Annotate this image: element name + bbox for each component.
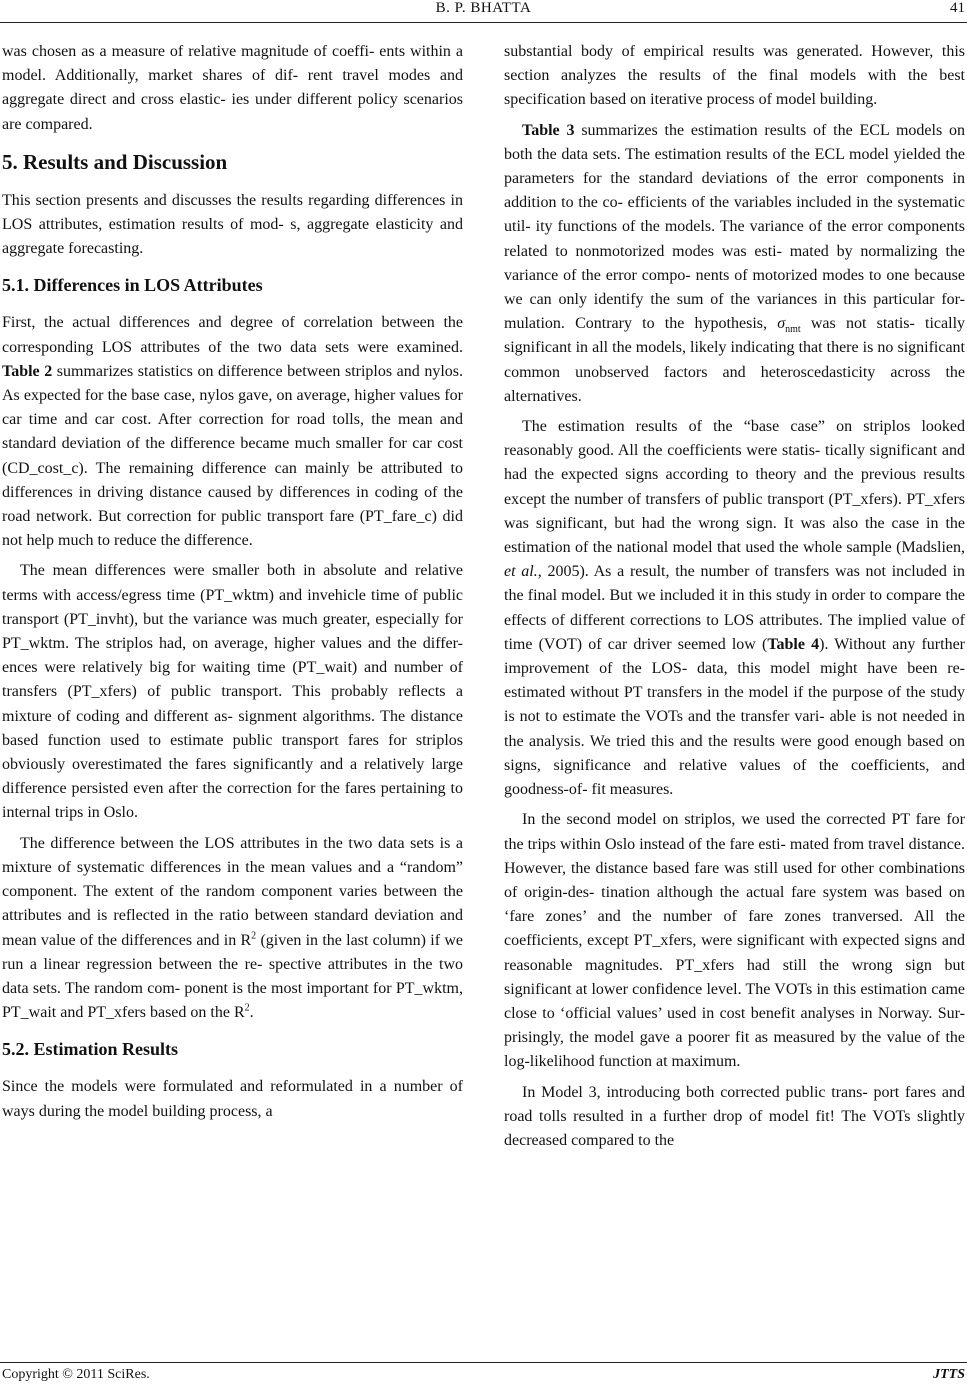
text-span: (given in the last column) if we run a linear regression between the re- spective attributes in the two data sets. The random com- ponent is the most important for PT_wktm, PT_wait and PT_xfers based on the R xyxy=(2,931,463,1022)
header-rule xyxy=(0,22,967,23)
table-2-reference: Table 2 xyxy=(2,362,53,380)
copyright-notice: Copyright © 2011 SciRes. xyxy=(2,1367,150,1382)
right-paragraph-5: In Model 3, introducing both corrected public trans- port fares and road tolls resulted in a further drop of model fit! The VOTs slightly decreased compared to the xyxy=(504,1083,965,1149)
et-al: et al. xyxy=(504,563,538,581)
section-heading-results: 5. Results and Discussion xyxy=(2,149,228,174)
text-span: was not statis- tically significant in all the models, likely indicating that there is no significant common unobserved factors and heteroscedasticity across the alternatives. xyxy=(504,315,966,405)
table-4-reference: Table 4 xyxy=(767,635,820,653)
right-column xyxy=(504,40,965,1159)
estimation-paragraph: Since the models were formulated and reformulated in a number of ways during the model building process, a xyxy=(2,1078,463,1120)
table-3-reference: Table 3 xyxy=(522,121,575,139)
sigma-symbol: σ xyxy=(777,315,786,333)
los-paragraph-3 xyxy=(2,832,463,1026)
text-span: summarizes the estimation results of the ECL models on both the data sets. The estimation results of the ECL model yielded the parameters for the standard deviations of the error components in addition to the co- efficients of the variables included in the systematic util- ity functions of the models. The variance of the error components related to nonmotorized modes was esti- mated by normalizing the variance of the error compo- nents of motorized modes to one because we can only identify the sum of the variances in this particular for- mulation. Contrary to the hypothesis, xyxy=(504,121,966,333)
running-head-author: B. P. BHATTA xyxy=(435,0,532,16)
superscript: 2 xyxy=(251,930,257,942)
results-paragraph: This section presents and discusses the results regarding differences in LOS attributes, estimation results of mod- s, aggregate elasticity and aggregate forecasting. xyxy=(2,191,463,258)
text-span: The difference between the LOS attributes in the two data sets is a mixture of systematic differences in the mean values and a “random” component. The extent of the random component varies between the attributes and is reflected in the ratio between standard deviation and mean value of the differences and in R xyxy=(2,834,463,949)
text-span: . xyxy=(249,1004,254,1022)
subsection-heading-estimation: 5.2. Estimation Results xyxy=(2,1039,179,1060)
los-paragraph-2: The mean differences were smaller both in absolute and relative terms with access/egress time (PT_wktm) and invehicle time of public transport (PT_invht), but the variance was much greater, especially for PT_wktm. The striplos had, on average, higher values and the differ- ences were relatively big for waiting time (PT_wait) and number of transfers (PT_xfers) of public transport. This probably reflects a mixture of coding and different as- signment algorithms. The distance based function used to estimate public transport fares for striplos obviously overestimated the fares significantly and a relatively large difference persisted even after the correction for the fares pertaining to internal trips in Oslo. xyxy=(2,562,463,822)
text-span: , 2005). As a result, the number of transfers was not included in the final model. But we included it in this study in order to compare the effects of different corrections to LOS attributes. The implied value of time (VOT) of car driver seemed low ( xyxy=(504,563,965,653)
text-span: The estimation results of the “base case” on striplos looked reasonably good. All the coefficients were statis- tically significant and had the expected signs according to theory and the previous results except the number of transfers of public transport (PT_xfers). PT_xfers was significant, but had the wrong sign. It was also the case in the estimation of the national model that used the whole sample (Madslien, xyxy=(504,418,965,557)
right-paragraph-2 xyxy=(504,119,965,409)
footer-rule xyxy=(0,1362,967,1363)
text-span: summarizes statistics on difference between striplos and nylos. As expected for the base case, nylos gave, on average, higher values for car time and car cost. After correction for road tolls, the mean and standard deviation of the difference became much smaller for car cost (CD_cost_c). The remaining difference can mainly be attributed to differences in driving distance caused by differences in coding of the road network. But correction for public transport fare (PT_fare_c) did not help much to reduce the difference. xyxy=(2,362,463,550)
journal-name: JTTS xyxy=(933,1367,965,1382)
text-span: First, the actual differences and degree of correlation between the corresponding LOS attributes of the two data sets were examined. xyxy=(2,314,463,356)
running-head xyxy=(0,0,967,22)
los-paragraph-1 xyxy=(2,311,463,553)
subscript: nmt xyxy=(785,324,801,336)
right-paragraph-3 xyxy=(504,415,965,802)
right-paragraph-1: substantial body of empirical results was generated. However, this section analyzes the results of the final models with the best specification based on iterative process of model building. xyxy=(504,43,965,109)
right-paragraph-4: In the second model on striplos, we used the corrected PT fare for the trips within Oslo instead of the fare esti- mated from travel distance. However, the distance based fare was still used for other combinations of origin-des- tination although the actual fare system was based on ‘fare zones’ and the number of fare zones tranversed. All the coefficients, except PT_xfers, were significant with expected signs and reasonable magnitudes. PT_xfers had still the wrong sign but significant at lower confidence level. The VOTs in this estimation came close to ‘official values’ used in cost benefit analyses in Norway. Sur- prisingly, the model gave a poorer fit as measured by the value of the log-likelihood function at maximum. xyxy=(504,811,965,1071)
subsection-heading-los: 5.1. Differences in LOS Attributes xyxy=(2,275,263,296)
intro-paragraph: was chosen as a measure of relative magnitude of coeffi- ents within a model. Additionally, market shares of dif- rent travel modes and aggregate direct and cross elastic- ies under different policy scenarios are compared. xyxy=(2,43,463,133)
superscript: 2 xyxy=(244,1002,250,1014)
text-span: ). Without any further improvement of the LOS- data, this model might have been re-estimated without PT transfers in the model if the purpose of the study is not to estimate the VOTs and the transfer vari- able is not needed in the analysis. We tried this and the results were good enough based on signs, significance and relative values of the coefficients, and goodness-of- fit measures. xyxy=(504,635,966,799)
left-column xyxy=(2,40,463,1130)
page-number: 41 xyxy=(950,0,965,16)
